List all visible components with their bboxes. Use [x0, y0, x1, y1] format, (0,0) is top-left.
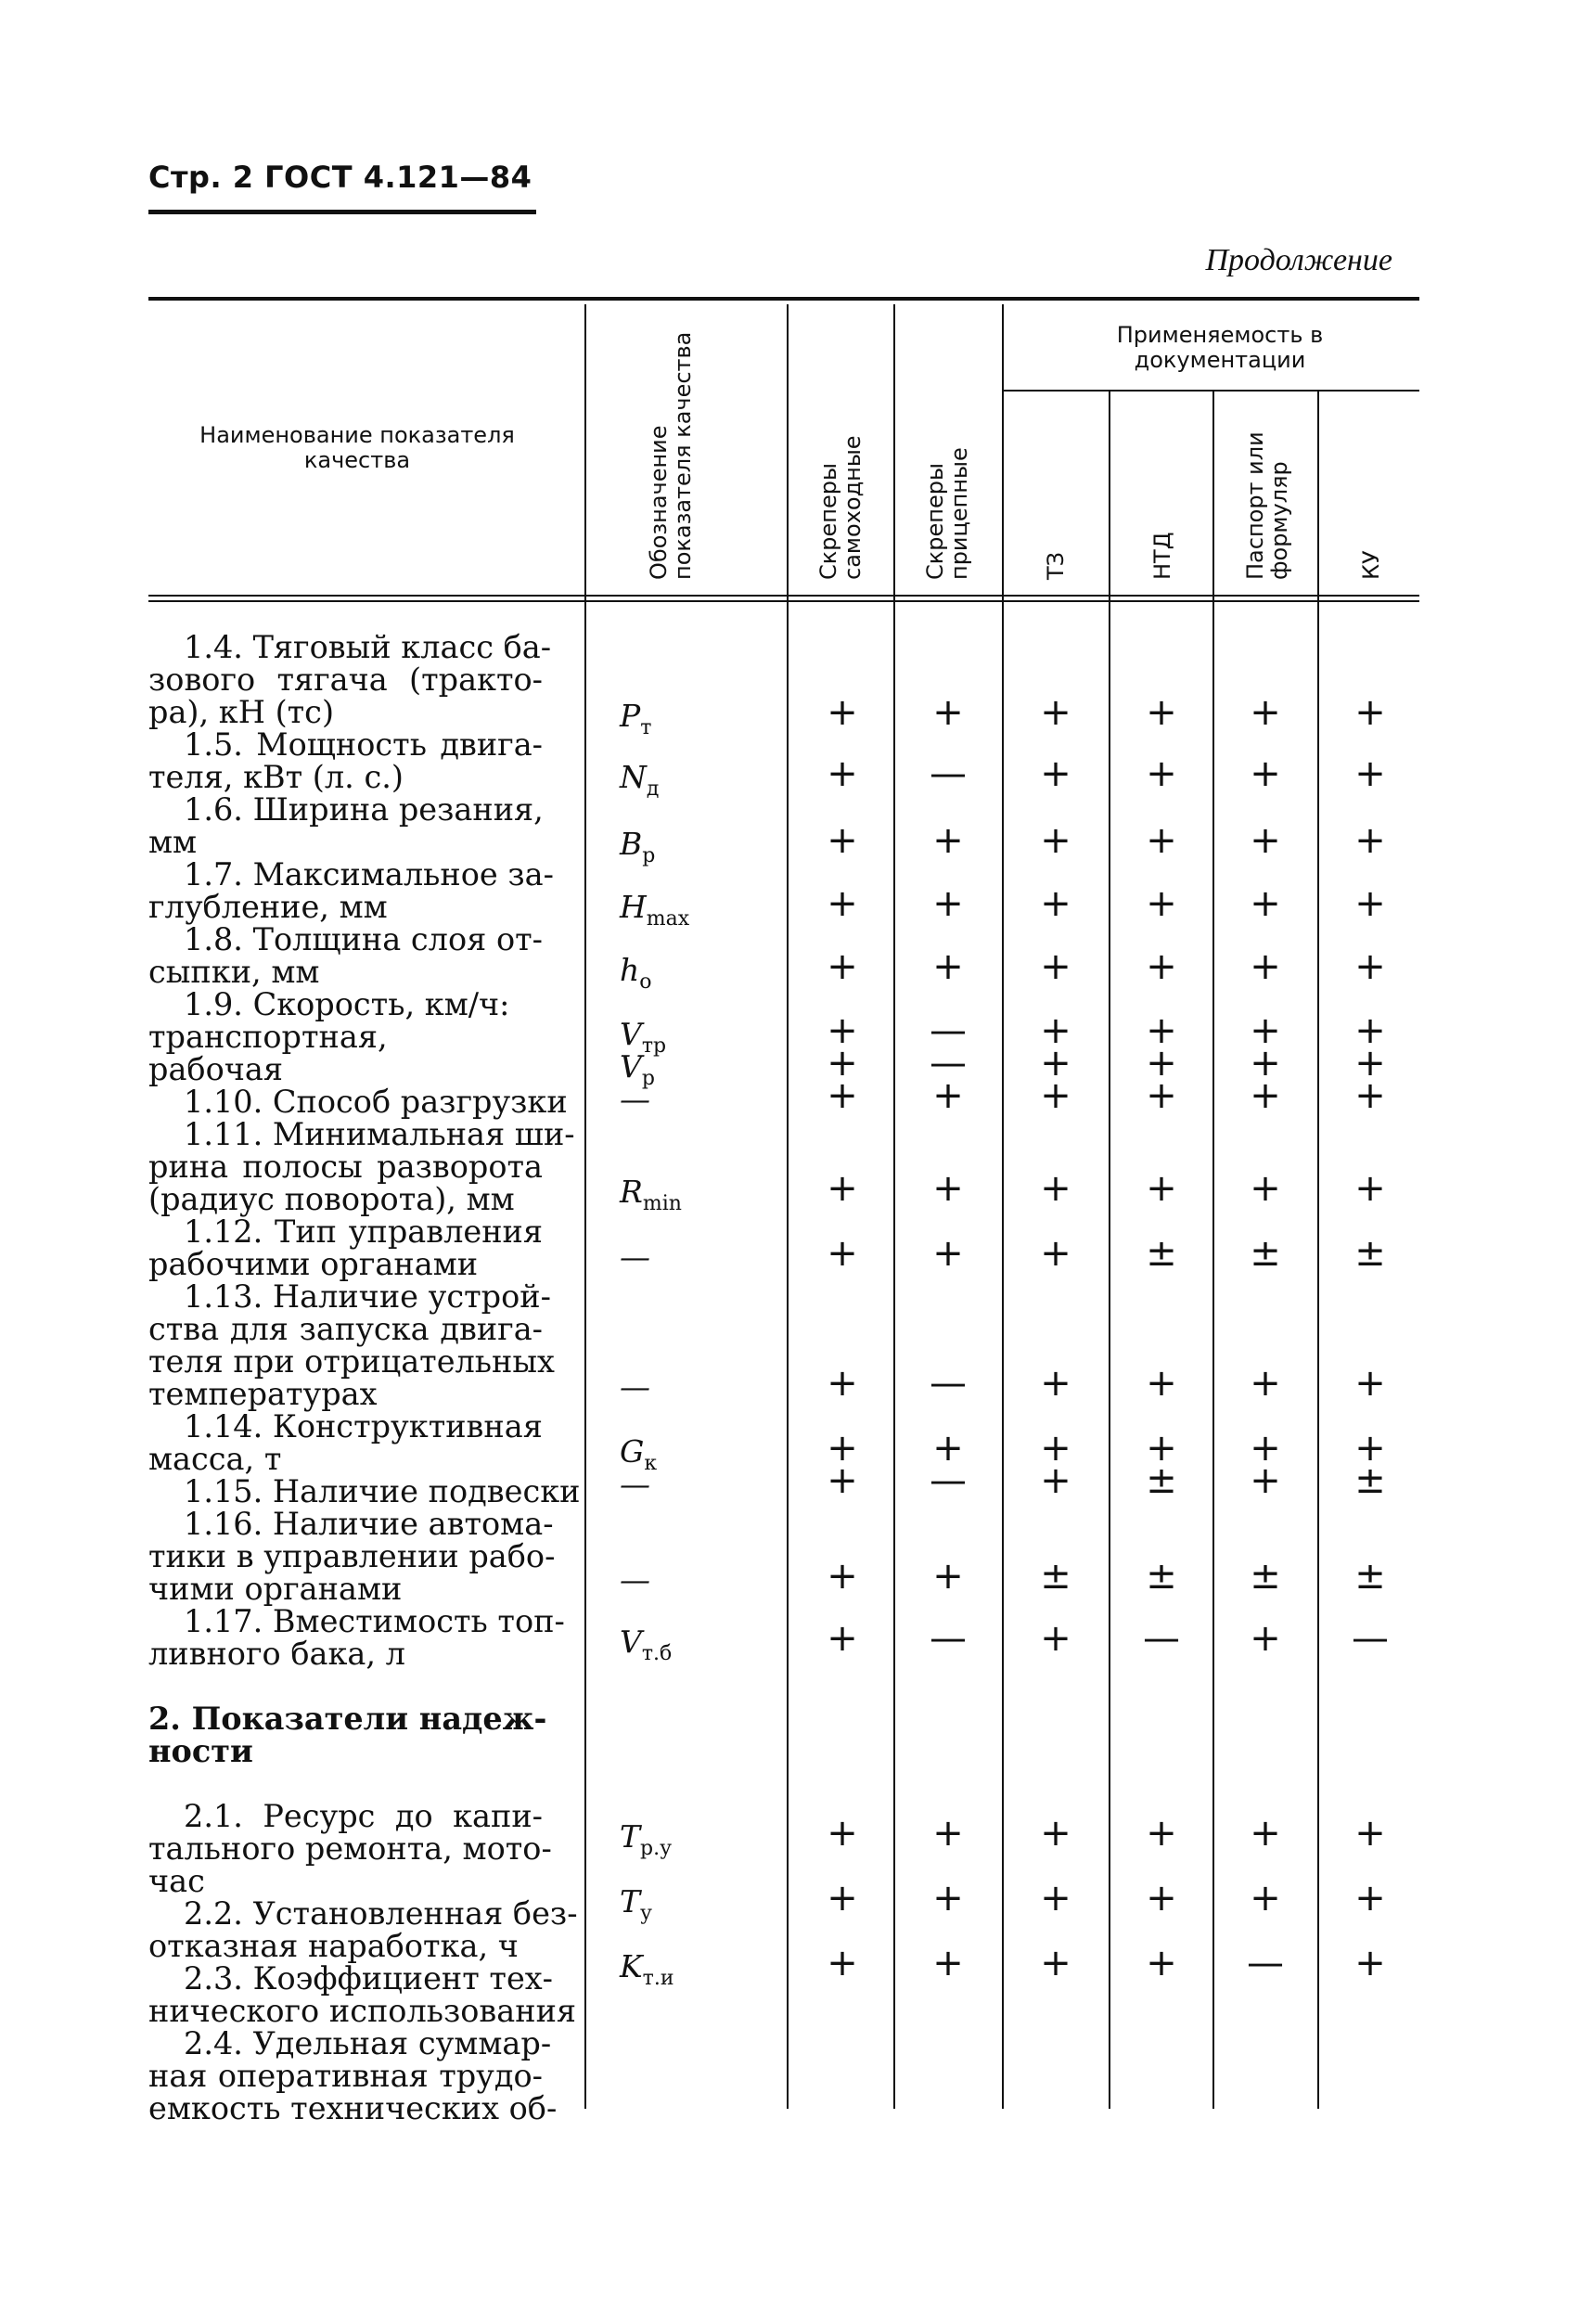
symbol-subscript: о	[639, 970, 652, 994]
symbol-subscript: у	[640, 1902, 652, 1925]
symbol-main: N	[620, 759, 647, 795]
applicability-cell: —	[930, 752, 967, 795]
applicability-cell: +	[1146, 1812, 1177, 1855]
applicability-cell: +	[1040, 1877, 1071, 1920]
applicability-cell: +	[1250, 1617, 1281, 1660]
applicability-cell: ±	[1354, 1555, 1386, 1598]
header-tz: ТЗ	[1043, 551, 1069, 580]
indicator-symbol	[620, 1433, 658, 1475]
applicability-cell: +	[932, 1942, 964, 1984]
indicator-name-line: нического использования	[148, 1993, 577, 2029]
indicator-name-line: 1.4. Тяговый класс ба-	[184, 629, 552, 665]
applicability-cell: +	[1040, 1167, 1071, 1210]
symbol-main: T	[620, 1818, 641, 1855]
symbol-subscript: тр	[641, 1034, 667, 1058]
symbol-main: V	[620, 1048, 642, 1085]
applicability-cell: +	[1040, 1232, 1071, 1275]
table-header-rule-double	[148, 600, 1419, 602]
symbol-subscript: к	[644, 1452, 658, 1475]
indicator-name-line	[148, 1670, 543, 1702]
indicator-name-line: 1.7. Максимальное за-	[184, 856, 554, 892]
applicability-cell: +	[827, 1812, 858, 1855]
applicability-cell: —	[930, 1362, 967, 1405]
applicability-cell: +	[827, 819, 858, 862]
applicability-cell: +	[1040, 819, 1071, 862]
applicability-cell: +	[1250, 1877, 1281, 1920]
applicability-cell: +	[1250, 1009, 1281, 1052]
indicator-name-line: температурах	[148, 1376, 378, 1412]
applicability-cell: +	[1146, 1009, 1177, 1052]
indicator-name-line: ливного бака, л	[148, 1636, 405, 1672]
applicability-cell: +	[1146, 691, 1177, 734]
symbol-main: V	[620, 1016, 642, 1052]
indicator-name-line: глубление, мм	[148, 889, 388, 925]
applicability-cell: —	[930, 1042, 967, 1085]
applicability-cell: +	[1040, 1362, 1071, 1405]
applicability-cell: +	[1354, 1009, 1386, 1052]
indicator-symbol	[620, 698, 652, 739]
symbol-subscript: д	[646, 777, 660, 801]
applicability-cell: +	[1354, 819, 1386, 862]
applicability-cell: +	[1146, 1074, 1177, 1117]
indicator-name-line: 1.8. Толщина слоя от-	[184, 921, 543, 957]
indicator-name-line: 1.14. Конструктивная	[184, 1408, 543, 1444]
indicator-symbol	[620, 1561, 650, 1598]
applicability-cell: +	[827, 1877, 858, 1920]
applicability-cell: +	[827, 1427, 858, 1470]
applicability-cell: +	[1146, 1042, 1177, 1085]
symbol-main: —	[620, 1239, 650, 1275]
indicator-name-line: 1.15. Наличие подвески	[184, 1473, 581, 1509]
applicability-cell: +	[1040, 882, 1071, 925]
indicator-symbol	[620, 759, 660, 801]
indicator-name-line: 1.12. Тип управления	[184, 1213, 543, 1250]
indicator-name-line: 2.2. Установленная без-	[184, 1895, 578, 1932]
symbol-main: —	[620, 1081, 650, 1117]
symbol-main: V	[620, 1624, 642, 1660]
indicator-symbol	[620, 1048, 655, 1090]
symbol-subscript: max	[646, 907, 690, 931]
indicator-symbol	[620, 1368, 650, 1405]
applicability-cell: +	[1146, 945, 1177, 988]
symbol-subscript: т.б	[641, 1642, 673, 1665]
indicator-name-line: тального ремонта, мото-	[148, 1830, 552, 1867]
header-applicability: Применяемость в документации	[1116, 322, 1324, 373]
indicator-name-line: рина полосы разворота	[148, 1149, 543, 1185]
symbol-main: —	[620, 1368, 650, 1405]
symbol-main: —	[620, 1466, 650, 1502]
applicability-cell: +	[827, 1555, 858, 1598]
indicator-name-line: мм	[148, 824, 198, 860]
symbol-subscript: т	[640, 716, 652, 739]
applicability-cell: +	[1354, 1042, 1386, 1085]
symbol-subscript: min	[642, 1192, 682, 1215]
indicator-name-line: рабочими органами	[148, 1246, 479, 1282]
indicator-name-line: тики в управлении рабо-	[148, 1538, 556, 1574]
symbol-main: G	[620, 1433, 645, 1470]
header-trailed: Скреперы прицепные	[922, 447, 972, 580]
indicator-name-line: 1.6. Ширина резания,	[184, 791, 544, 828]
applicability-cell: +	[932, 819, 964, 862]
applicability-cell: +	[932, 1074, 964, 1117]
indicator-name-line: рабочая	[148, 1051, 284, 1087]
indicator-name-line	[148, 1767, 543, 1800]
applicability-cell: +	[1040, 1459, 1071, 1502]
applicability-cell: +	[1354, 945, 1386, 988]
indicator-symbol	[620, 1081, 650, 1117]
indicator-symbol	[620, 1948, 674, 1990]
applicability-cell: +	[827, 752, 858, 795]
symbol-subscript: т.и	[642, 1967, 674, 1990]
applicability-cell: +	[1146, 1942, 1177, 1984]
applicability-cell: +	[827, 1042, 858, 1085]
applicability-cell: +	[1354, 1877, 1386, 1920]
indicator-symbol	[620, 1466, 650, 1502]
applicability-cell: +	[1146, 1362, 1177, 1405]
applicability-cell: +	[827, 1459, 858, 1502]
applicability-cell: +	[932, 1812, 964, 1855]
applicability-cell: +	[827, 945, 858, 988]
indicator-name-line: ра), кН (тс)	[148, 694, 335, 730]
indicator-name-line: 2.3. Коэффициент тех-	[184, 1960, 553, 1997]
applicability-cell: —	[1352, 1617, 1389, 1660]
applicability-cell: ±	[1146, 1459, 1177, 1502]
applicability-cell: +	[1250, 882, 1281, 925]
applicability-cell: ±	[1146, 1555, 1177, 1598]
symbol-subscript: р.у	[640, 1837, 673, 1860]
symbol-main: H	[620, 889, 647, 925]
applicability-cell: ±	[1354, 1459, 1386, 1502]
applicability-cell: —	[930, 1459, 967, 1502]
column-divider	[1317, 392, 1319, 2109]
indicator-name-line: емкость технических об-	[148, 2090, 558, 2126]
table-header-rule	[148, 595, 1419, 597]
applicability-cell: +	[1040, 752, 1071, 795]
applicability-cell: +	[1040, 1942, 1071, 1984]
indicator-name-line: 2.4. Удельная суммар-	[184, 2025, 552, 2061]
symbol-main: K	[620, 1948, 643, 1984]
column-divider	[787, 304, 789, 2109]
header-ku: КУ	[1358, 550, 1384, 580]
applicability-cell: +	[827, 882, 858, 925]
symbol-subscript: р	[641, 1067, 655, 1090]
applicability-cell: +	[1354, 882, 1386, 925]
applicability-cell: ±	[1354, 1232, 1386, 1275]
applicability-cell: —	[1143, 1617, 1180, 1660]
applicability-cell: +	[827, 1074, 858, 1117]
indicator-symbol	[620, 1174, 682, 1215]
applicability-cell: +	[932, 1232, 964, 1275]
applicability-cell: +	[1040, 1617, 1071, 1660]
table-top-rule	[148, 297, 1419, 301]
applicability-cell: +	[1250, 1074, 1281, 1117]
section-heading-line: ности	[148, 1733, 253, 1769]
indicator-name-line: 1.16. Наличие автома-	[184, 1506, 554, 1542]
indicator-symbol	[620, 1883, 652, 1925]
page-header: Стр. 2 ГОСТ 4.121—84	[148, 160, 532, 195]
applicability-cell: +	[1040, 1427, 1071, 1470]
section-heading-line: 2. Показатели надеж-	[148, 1701, 547, 1737]
symbol-subscript: р	[642, 844, 656, 867]
applicability-cell: +	[932, 691, 964, 734]
applicability-cell: +	[932, 1427, 964, 1470]
applicability-cell: ±	[1146, 1232, 1177, 1275]
applicability-cell: —	[1247, 1942, 1284, 1984]
indicator-name-line: ства для запуска двига-	[148, 1311, 543, 1347]
indicator-name-line: (радиус поворота), мм	[148, 1181, 515, 1217]
indicator-symbol	[620, 1239, 650, 1275]
applicability-cell: +	[1146, 1877, 1177, 1920]
applicability-cell: +	[1146, 752, 1177, 795]
applicability-cell: ±	[1040, 1555, 1071, 1598]
indicator-name-line: 1.13. Наличие устрой-	[184, 1278, 551, 1315]
symbol-main: R	[620, 1174, 643, 1210]
indicator-name-line: 1.9. Скорость, км/ч:	[184, 986, 510, 1022]
applicability-cell: +	[827, 1362, 858, 1405]
applicability-cell: +	[932, 1877, 964, 1920]
symbol-main: P	[620, 698, 641, 734]
symbol-main: h	[620, 952, 640, 988]
applicability-cell: +	[1040, 1009, 1071, 1052]
applicability-cell: +	[1040, 691, 1071, 734]
applicability-cell: +	[1354, 1942, 1386, 1984]
applicability-cell: +	[1146, 1427, 1177, 1470]
column-divider	[584, 304, 586, 2109]
applicability-cell: ±	[1250, 1232, 1281, 1275]
applicability-cell: +	[1040, 1042, 1071, 1085]
symbol-main: T	[620, 1883, 641, 1920]
indicator-name-line: чими органами	[148, 1571, 403, 1607]
applicability-cell: +	[1354, 752, 1386, 795]
column-divider	[1212, 392, 1214, 2109]
applicability-cell: +	[932, 1555, 964, 1598]
applicability-cell: +	[1354, 691, 1386, 734]
applicability-cell: +	[827, 1167, 858, 1210]
header-symbol: Обозначение показателя качества	[646, 331, 696, 580]
indicator-name-column	[148, 629, 581, 2126]
applicability-cell: +	[1146, 819, 1177, 862]
indicator-name-line: сыпки, мм	[148, 954, 320, 990]
symbol-main: B	[620, 826, 643, 862]
applicability-cell: +	[1250, 945, 1281, 988]
indicator-name-line: 2.1. Ресурс до капи-	[184, 1798, 543, 1834]
applicability-cell: +	[932, 882, 964, 925]
indicator-name-line: час	[148, 1863, 205, 1899]
indicator-name-line: 1.10. Способ разгрузки	[184, 1084, 568, 1120]
applicability-cell: +	[827, 691, 858, 734]
applicability-cell: +	[932, 1167, 964, 1210]
applicability-cell: +	[1250, 752, 1281, 795]
indicator-symbol	[620, 952, 652, 994]
applicability-cell: +	[1354, 1362, 1386, 1405]
indicator-name-line: транспортная,	[148, 1019, 388, 1055]
column-divider	[893, 304, 895, 2109]
indicator-symbol	[620, 1818, 673, 1860]
applicability-cell: +	[1250, 1459, 1281, 1502]
applicability-cell: +	[1250, 1427, 1281, 1470]
indicator-name-line: ная оперативная трудо-	[148, 2058, 543, 2094]
applicability-cell: +	[1040, 1812, 1071, 1855]
continuation-label: Продолжение	[1205, 243, 1392, 277]
indicator-name-line: теля при отрицательных	[148, 1343, 555, 1380]
indicator-name-line: масса, т	[148, 1441, 282, 1477]
indicator-symbol	[620, 1016, 667, 1058]
applicability-cell: +	[1354, 1812, 1386, 1855]
applicability-underline	[1004, 390, 1419, 392]
applicability-cell: +	[1354, 1427, 1386, 1470]
applicability-cell: +	[1250, 1812, 1281, 1855]
header-ntd: НТД	[1149, 532, 1175, 580]
applicability-cell: +	[1040, 1074, 1071, 1117]
indicator-name-line: зового тягача (тракто-	[148, 661, 543, 698]
indicator-symbol	[620, 1624, 673, 1665]
applicability-cell: +	[827, 1942, 858, 1984]
header-rule	[148, 210, 536, 214]
applicability-cell: —	[930, 1617, 967, 1660]
column-divider	[1002, 304, 1004, 2109]
applicability-cell: +	[1250, 691, 1281, 734]
column-divider	[1109, 392, 1110, 2109]
indicator-name-line: 1.5. Мощность двига-	[184, 726, 543, 763]
indicator-name-line: отказная наработка, ч	[148, 1928, 519, 1964]
applicability-cell: +	[1250, 1042, 1281, 1085]
applicability-cell: +	[1250, 1167, 1281, 1210]
applicability-cell: +	[1040, 945, 1071, 988]
indicator-symbol	[620, 889, 690, 931]
indicator-name-line: 1.11. Минимальная ши-	[184, 1116, 575, 1152]
applicability-cell: +	[827, 1009, 858, 1052]
header-name: Наименование показателя качества	[199, 422, 515, 473]
header-passport: Паспорт или формуляр	[1242, 431, 1292, 580]
header-self-propelled: Скреперы самоходные	[815, 435, 866, 580]
applicability-cell: +	[932, 945, 964, 988]
applicability-cell: +	[827, 1617, 858, 1660]
applicability-cell: +	[1250, 819, 1281, 862]
symbol-main: —	[620, 1561, 650, 1598]
applicability-cell: +	[1250, 1362, 1281, 1405]
applicability-cell: +	[1354, 1167, 1386, 1210]
applicability-cell: +	[1146, 1167, 1177, 1210]
applicability-cell: +	[1146, 882, 1177, 925]
indicator-name-line: 1.17. Вместимость топ-	[184, 1603, 565, 1639]
applicability-cell: +	[827, 1232, 858, 1275]
indicator-symbol	[620, 826, 656, 867]
applicability-cell: ±	[1250, 1555, 1281, 1598]
applicability-cell: —	[930, 1009, 967, 1052]
indicator-name-line: теля, кВт (л. с.)	[148, 759, 404, 795]
applicability-cell: +	[1354, 1074, 1386, 1117]
